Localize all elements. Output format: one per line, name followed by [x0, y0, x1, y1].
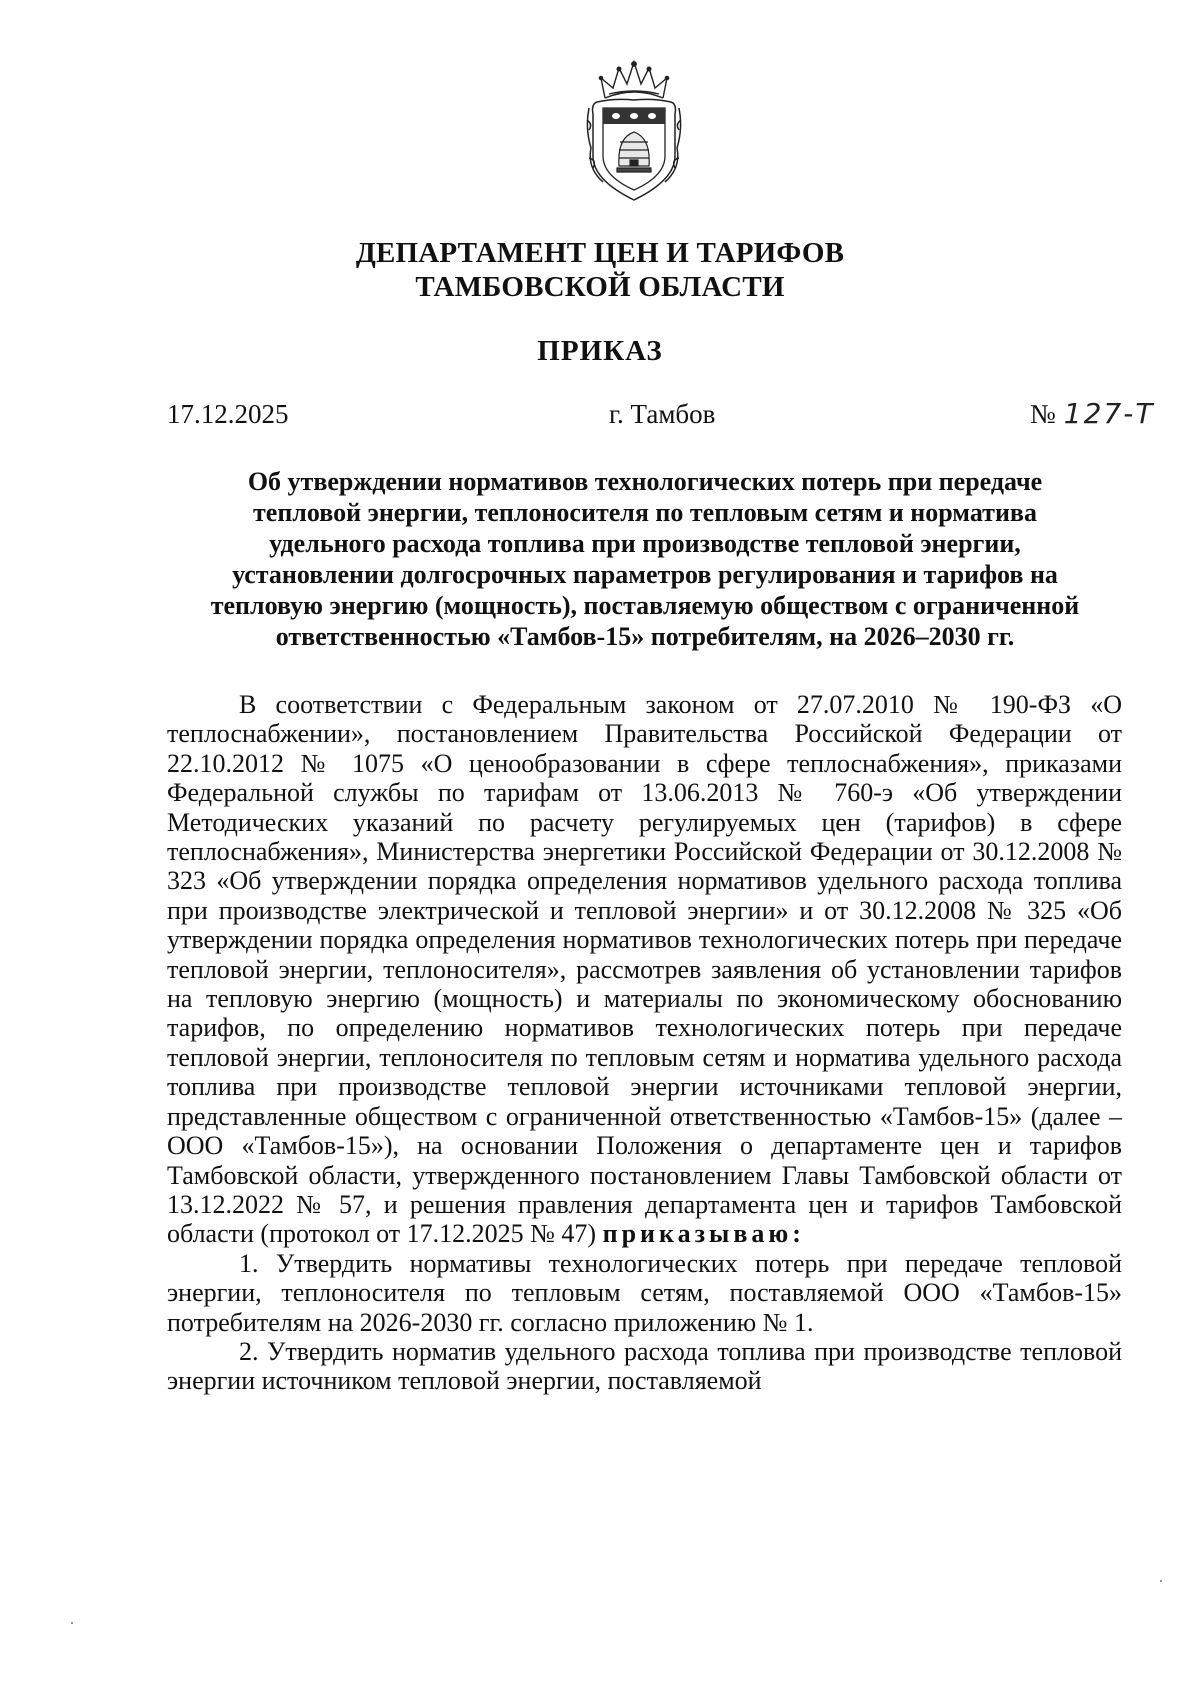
- preamble-text: В соответствии с Федеральным законом от 27.07.2010 № 190-ФЗ «О теплоснабжении», постановлением Правительства Российской Федерации от 22.10.2012 № 1075 «О ценообразовании в сфере теплоснабжения», приказами Федеральной службы по тарифам от 13.06.2013 № 760-э «Об утверждении Методических указаний по расчету регулируемых цен (тарифов) в сфере теплоснабжения», Министерства энергетики Российской Федерации от 30.12.2008 № 323 «Об утверждении порядка определения нормативов удельного расхода топлива при производстве электрической и тепловой энергии» и от 30.12.2008 № 325 «Об утверждении порядка определения нормативов технологических потерь при передаче тепловой энергии, теплоносителя», рассмотрев заявления об установлении тарифов на тепловую энергию (мощность) и материалы по экономическому обоснованию тарифов, по определению нормативов технологических потерь при передаче тепловой энергии, теплоносителя по тепловым сетям и норматива удельного расхода топлива при производстве тепловой энергии источниками тепловой энергии, представленные обществом с ограниченной ответственностью «Тамбов-15» (далее – ООО «Тамбов-15»), на основании Положения о департаменте цен и тарифов Тамбовской области, утвержденного постановлением Главы Тамбовской области от 13.12.2022 № 57, и решения правления департамента цен и тарифов Тамбовской области (протокол от 17.12.2025 № 47): [167, 690, 1122, 1249]
- decree-word: приказываю:: [602, 1219, 805, 1249]
- subject-line: тепловой энергии, теплоносителя по тепловым сетям и норматива: [253, 498, 1037, 527]
- preamble-paragraph: [167, 690, 1122, 1249]
- order-date: 17.12.2025: [167, 399, 289, 429]
- coat-of-arms-emblem: [583, 58, 685, 204]
- department-name-line-2: ТАМБОВСКОЙ ОБЛАСТИ: [415, 271, 785, 303]
- item-1-paragraph: 1. Утвердить нормативы технологических потерь при передаче тепловой энергии, теплоносителя по тепловым сетям, поставляемой ООО «Тамбов-15» потребителям на 2026-2030 гг. согласно приложению № 1.: [167, 1248, 1122, 1337]
- subject-line: удельного расхода топлива при производстве тепловой энергии,: [269, 529, 1021, 558]
- subject-line: ответственностью «Тамбов-15» потребителям, на 2026–2030 гг.: [275, 622, 1015, 651]
- number-sign: №: [1030, 399, 1056, 429]
- item-2-paragraph: 2. Утвердить норматив удельного расхода топлива при производстве тепловой энергии источником тепловой энергии, поставляемой: [167, 1336, 1122, 1396]
- department-name-line-1: ДЕПАРТАМЕНТ ЦЕН И ТАРИФОВ: [355, 237, 845, 269]
- subject-line: Об утверждении нормативов технологических потерь при передаче: [247, 467, 1043, 496]
- scan-speck: [71, 1622, 73, 1624]
- order-number: [1030, 398, 1154, 430]
- order-subject: [150, 466, 1140, 652]
- order-city: г. Тамбов: [609, 399, 716, 429]
- order-body: [167, 690, 1122, 1396]
- subject-line: установлении долгосрочных параметров регулирования и тарифов на: [232, 560, 1058, 589]
- subject-line: тепловую энергию (мощность), поставляемую обществом с ограниченной: [210, 591, 1080, 620]
- handwritten-order-number: 127-Т: [1063, 397, 1155, 430]
- document-type-title: ПРИКАЗ: [537, 335, 663, 367]
- scan-speck: [1160, 1580, 1162, 1582]
